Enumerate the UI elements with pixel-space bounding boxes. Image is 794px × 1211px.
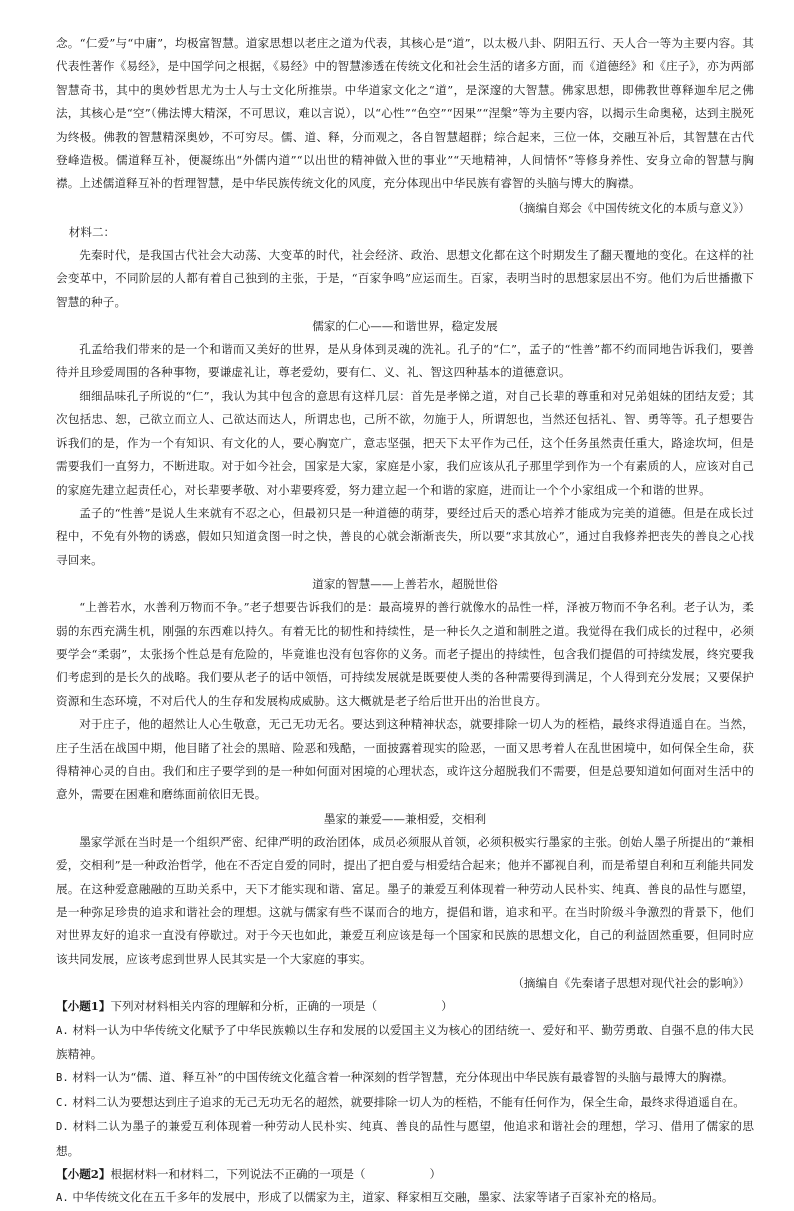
option-letter: A.	[56, 1192, 69, 1205]
question-1-text: 下列对材料相关内容的理解和分析，正确的一项是（	[110, 999, 378, 1014]
paragraph: 对于庄子，他的超然让人心生敬意，无己无功无名。要达到这种精神状态，就要排除一切人为的桎梏，最终求得逍遥自在。当然，庄子生活在战国中期，他目睹了社会的黑暗、险恶和残酷，一面披露着现实的险恶，一面又思考着人在乱世困境中，如何保全生命，获得精神心灵的自由。我们和庄子要学到的是一种如何面对困境的心理状态，或许这分超脱我们不需要，但是总要知道如何面对生活中的意外，需要在困难和磨练面前依旧无畏。	[56, 717, 754, 802]
question-2-text: 根据材料一和材料二，下列说法不正确的一项是（	[110, 1167, 366, 1182]
paragraph: 孔孟给我们带来的是一个和谐而又美好的世界，是从身体到灵魂的洗礼。孔子的“仁”，孟子的“性善”都不约而同地告诉我们，要善待并且珍爱周围的各种事物，要谦虚礼让，尊老爱幼，要有仁、义、礼、智这四种基本的道德意识。	[56, 342, 754, 380]
question-1-number: 【小题1】	[56, 999, 111, 1014]
option-text: 中华传统文化在五千多年的发展中，形成了以儒家为主，道家、释家相互交融，墨家、法家等诸子百家补充的格局。	[72, 1190, 664, 1205]
option-b[interactable]	[56, 1066, 754, 1090]
paragraph: 墨家学派在当时是一个组织严密、纪律严明的政治团体，成员必须服从首领，必须积极实行墨家的主张。创始人墨子所提出的“兼相爱，交相利”是一种政治哲学，他在不否定自爱的同时，提出了把自爱与相爱结合起来；他并不鄙视自利，而是希望自利和互利能共同发展。在这种爱意融融的互助关系中，天下才能实现和谐、富足。墨子的兼爱互利体现着一种劳动人民朴实、纯真、善良的品性与愿望，是一种弥足珍贵的追求和谐社会的理想。这就与儒家有些不谋而合的地方，提倡和谐，追求和平。在当时阶级斗争激烈的背景下，他们对世界友好的追求一直没有停歇过。对于今天也如此，兼爱互利应该是每一个国家和民族的思想文化，自己的利益固然重要，但同时应该共同发展，应该考虑到世界人民其实是一个大家庭的事实。	[56, 834, 754, 966]
question-2-title	[56, 1163, 754, 1186]
paragraph: 细细品味孔子所说的“仁”，我认为其中包含的意思有这样几层：首先是孝悌之道，对自己长辈的尊重和对兄弟姐妹的团结友爱；其次包括忠、恕，己欲立而立人、己欲达而达人，所谓忠也，己所不欲，勿施于人，所谓恕也，当然还包括礼、智、勇等等。孔子想要告诉我们的是，作为一个有知识、有文化的人，要心胸宽广，意志坚强，把天下太平作为己任，这个任务虽然责任重大，路途坎坷，但是需要我们一直努力，不断进取。对于如今社会，国家是大家，家庭是小家，我们应该从孔子那里学到作为一个有素质的人，应该对自己的家庭先建立起责任心，对长辈要孝敬、对小辈要疼爱，努力建立起一个和谐的家庭，进而让一个个小家组成一个和谐的世界。	[56, 388, 754, 497]
material2-intro: 先秦时代，是我国古代社会大动荡、大变革的时代，社会经济、政治、思想文化都在这个时期发生了翻天覆地的变化。在这样的社会变革中，不同阶层的人都有着自己独到的主张，于是，“百家争鸣”应运而生。百家，表明当时的思想家层出不穷。他们为后世播撒下智慧的种子。	[56, 247, 754, 309]
material1-body: 念。“仁爱”与“中庸”，均极富智慧。道家思想以老庄之道为代表，其核心是“道”，以太极八卦、阴阳五行、天人合一等为主要内容。其代表性著作《易经》，是中国学问之根据，《易经》中的智慧渗透在传统文化和社会生活的诸多方面，而《道德经》和《庄子》，亦为两部智慧奇书，其中的奥妙哲思尤为士人与士文化所推崇。中华道家文化之“道”，是深邃的大智慧。佛家思想，即佛教世尊释迦牟尼之佛法，其核心是“空”（佛法博大精深，不可思议，难以言说），以“心性”“色空”“因果”“涅槃”等为主要内容，以揭示生命奥秘，达到主脱死为终极。佛教的智慧精深奥妙，不可穷尽。儒、道、释，分而观之，各自智慧超群；综合起来，三位一体，交融互补后，其智慧在古代登峰造极。儒道释互补，便凝练出“外儒内道”“以出世的精神做入世的事业”“天地精神，人间情怀”等修身养性、安身立命的智慧与胸襟。上述儒道释互补的哲理智慧，是中华民族传统文化的风度，充分体现出中华民族有睿智的头脑与博大的胸襟。	[56, 36, 754, 191]
option-letter: B.	[56, 1072, 69, 1085]
section-heading-taoist: 道家的智慧——上善若水，超脱世俗	[312, 577, 498, 592]
material2-source: （摘编自《先秦诸子思想对现代社会的影响》）	[512, 976, 750, 991]
option-letter: A.	[56, 1024, 69, 1037]
option-d[interactable]	[56, 1115, 754, 1163]
option-text: 材料二认为要想达到庄子追求的无己无功无名的超然，就要排除一切人为的桎梏，不能有任何作为，保全生命，最终求得逍遥自在。	[72, 1094, 745, 1109]
question-2-close: ）	[429, 1167, 442, 1182]
paragraph: “上善若水，水善利万物而不争。”老子想要告诉我们的是：最高境界的善行就像水的品性一样，泽被万物而不争名利。老子认为，柔弱的东西充满生机，刚强的东西难以持久。有着无比的韧性和持续性，是一种长久之道和制胜之道。我觉得在我们成长的过程中，必须要学会“柔弱”，太张扬个性总是有危险的，毕竟谁也没有包容你的义务。而老子提出的持续性，包含我们提倡的可持续发展，终究要我们考虑到的是长久的战略。我们要从老子的话中领悟，可持续发展就是既要使人类的各种需要得到满足，个人得到充分发展；又要保护资源和生态环境，不对后代人的生存和发展构成威胁。这大概就是老子给后世开出的治世良方。	[56, 600, 754, 708]
option-text: 材料一认为“儒、道、释互补”的中国传统文化蕴含着一种深刻的哲学智慧，充分体现出中华民族有最睿智的头脑与最博大的胸襟。	[72, 1070, 734, 1085]
option-a[interactable]	[56, 1019, 754, 1067]
paragraph: 孟子的“性善”是说人生来就有不忍之心，但最初只是一种道德的萌芽，要经过后天的悉心培养才能成为完美的道德。但是在成长过程中，不免有外物的诱惑，假如只知道贪图一时之快，善良的心就会渐渐丧失，所以要“求其放心”，通过自我修养把丧失的善良之心找寻回来。	[56, 505, 754, 567]
option-text: 材料二认为墨子的兼爱互利体现着一种劳动人民朴实、纯真、善良的品性与愿望，他追求和谐社会的理想，学习、借用了儒家的思想。	[56, 1119, 754, 1158]
option-text: 材料一认为中华传统文化赋予了中华民族赖以生存和发展的以爱国主义为核心的团结统一、爱好和平、勤劳勇敢、自强不息的伟大民族精神。	[56, 1022, 755, 1062]
section-heading-confucian: 儒家的仁心——和谐世界，稳定发展	[312, 319, 498, 334]
option-letter: D.	[56, 1121, 69, 1134]
question-2-number: 【小题2】	[56, 1167, 111, 1182]
material2-label: 材料二：	[68, 224, 116, 239]
option-letter: C.	[56, 1096, 69, 1109]
option-c[interactable]	[56, 1091, 754, 1115]
material1-source: （摘编自郑会《中国传统文化的本质与意义》）	[512, 200, 750, 215]
question-1-close: ）	[441, 999, 453, 1014]
option-a[interactable]	[56, 1186, 754, 1210]
section-heading-mohist: 墨家的兼爱——兼相爱，交相利	[323, 811, 487, 826]
question-1-title	[56, 995, 754, 1018]
